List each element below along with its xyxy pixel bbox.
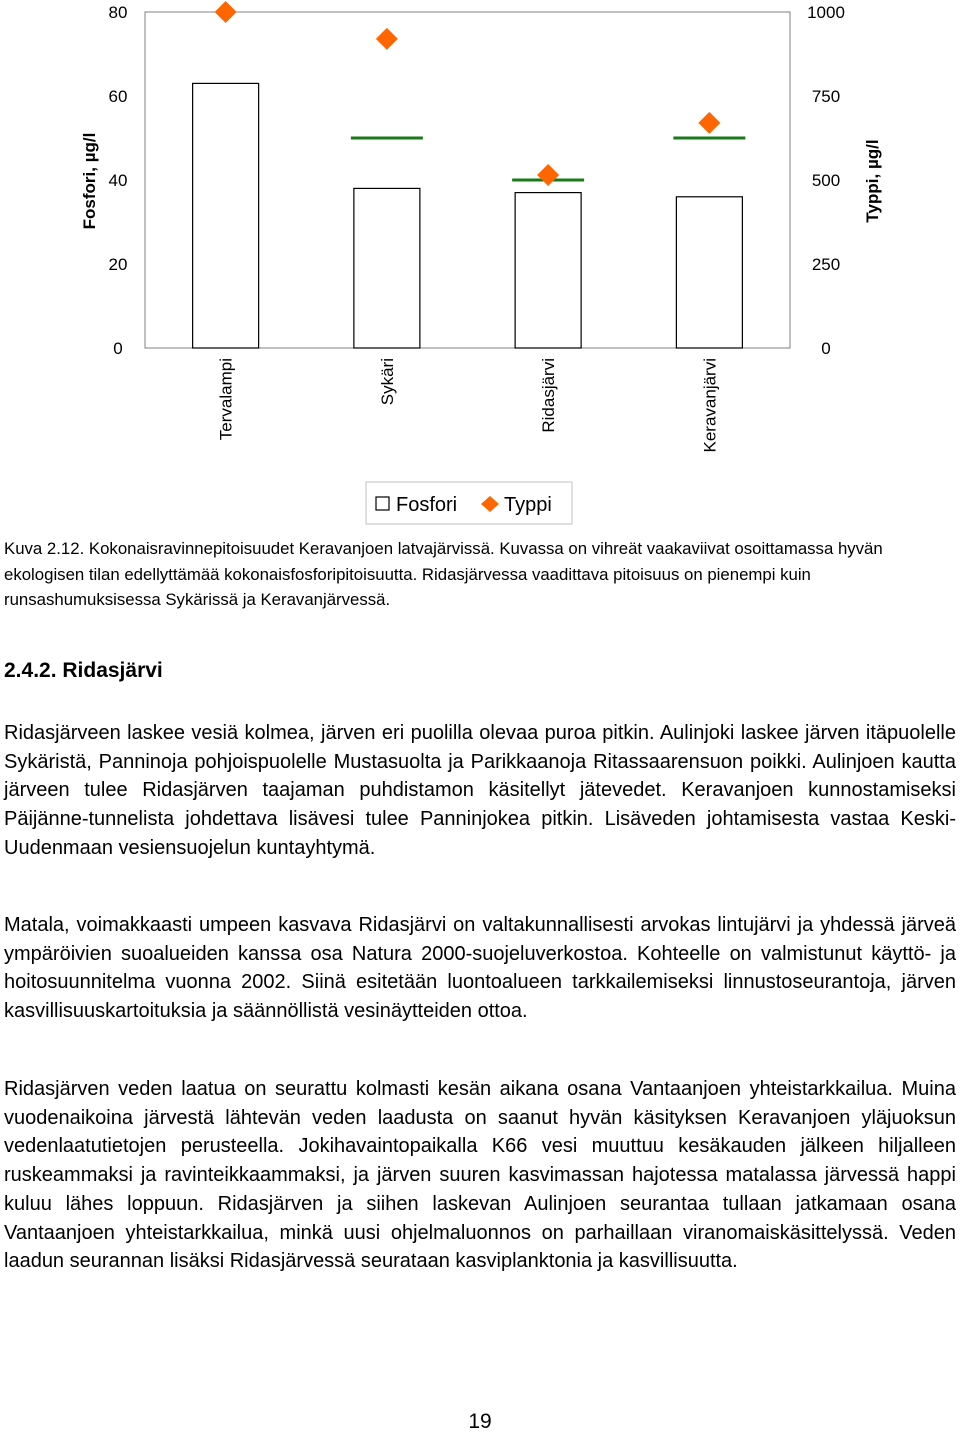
bar-fosfori xyxy=(676,197,742,348)
y-tick-label: 0 xyxy=(113,339,123,358)
legend-label-fosfori: Fosfori xyxy=(396,494,458,516)
y2-tick-label: 0 xyxy=(821,339,831,358)
x-tick-label: Ridasjärvi xyxy=(539,358,559,433)
nutrient-chart xyxy=(0,0,960,530)
x-tick-label: Keravanjärvi xyxy=(700,358,720,453)
bar-fosfori xyxy=(515,193,581,348)
y2-tick-label: 750 xyxy=(811,87,841,106)
page-number: 19 xyxy=(468,1410,492,1433)
legend-swatch-fosfori xyxy=(376,497,389,510)
marker-typpi xyxy=(698,112,720,134)
y2-tick-label: 500 xyxy=(811,171,841,190)
x-tick-label: Sykäri xyxy=(377,358,397,406)
y2-tick-label: 1000 xyxy=(807,3,845,22)
y-tick-label: 40 xyxy=(108,171,128,190)
y2-tick-label: 250 xyxy=(811,255,841,274)
y2-axis-label: Typpi, µg/l xyxy=(863,139,882,223)
marker-typpi xyxy=(215,1,237,23)
marker-typpi xyxy=(537,164,559,186)
bar-fosfori xyxy=(193,83,259,348)
figure-caption: Kuva 2.12. Kokonaisravinnepitoisuudet Keravanjoen latvajärvissä. Kuvassa on vihreät vaakaviivat osoittamassa hyvän ekologisen tilan edellyttämää kokonaisfosforipitoisuutta. Ridasjärvessa vaadittava pitoisuus on pienempi kuin runsashumuksisessa Sykärissä ja Keravanjärvessä. xyxy=(4,539,883,609)
legend-label-typpi: Typpi xyxy=(504,494,552,516)
bar-fosfori xyxy=(354,188,420,348)
y-tick-label: 60 xyxy=(108,87,128,106)
marker-typpi xyxy=(376,28,398,50)
y-tick-label: 80 xyxy=(108,3,128,22)
y-tick-label: 20 xyxy=(108,255,128,274)
y-axis-label: Fosfori, µg/l xyxy=(80,132,99,230)
paragraph-inflow: Ridasjärveen laskee vesiä kolmea, järven eri puolilla olevaa puroa pitkin. Aulinjoki laskee järven itäpuolelle Sykäristä, Panninoja pohjoispuolelle Mustasuolta ja Parikkaanoja Ritassaarensuon poikki. Aulinjoen kautta järveen tulee Ridasjärven taajaman puhdistamon käsitellyt jätevedet. Keravanjoen kunnostamiseksi Päijänne-tunnelista johdettava lisävesi tulee Panninjokea pitkin. Lisäveden johtamisesta vastaa Keski-Uudenmaan vesiensuojelun kuntayhtymä. xyxy=(4,722,956,859)
x-tick-label: Tervalampi xyxy=(216,358,236,441)
paragraph-natura: Matala, voimakkaasti umpeen kasvava Ridasjärvi on valtakunnallisesti arvokas lintujärvi ja yhdessä järveä ympäröivien suoalueiden kanssa osa Natura 2000-suojeluverkostoa. Kohteelle on valmistunut käyttö- ja hoitosuunnitelma vuonna 2002. Siinä esitetään luontoalueen tarkkailemiseksi linnustoseurantoja, järven kasvillisuuskartoituksia ja säännöllistä vesinäytteiden ottoa. xyxy=(4,914,956,1023)
paragraph-monitoring: Ridasjärven veden laatua on seurattu kolmasti kesän aikana osana Vantaanjoen yhteistarkkailua. Muina vuodenaikoina järvestä lähtevän veden laadusta on saanut hyvän käsityksen Keravanjoen yläjuoksun vedenlaatutietojen perusteella. Jokihavaintopaikalla K66 vesi muuttuu kesäkauden jälkeen hiljalleen ruskeammaksi ja ravinteikkaammaksi, ja järven suuren kasvimassan hajotessa matalassa järvessä happi kuluu lähes loppuun. Ridasjärven ja siihen laskevan Aulinjoen seurantaa tullaan jatkamaan osana Vantaanjoen yhteistarkkailua, minkä uusi ohjelmaluonnos on parhaillaan viranomaiskäsittelyssä. Veden laadun seurannan lisäksi Ridasjärvessä seurataan kasviplanktonia ja kasvillisuutta. xyxy=(4,1078,956,1273)
section-heading: 2.4.2. Ridasjärvi xyxy=(4,659,163,682)
